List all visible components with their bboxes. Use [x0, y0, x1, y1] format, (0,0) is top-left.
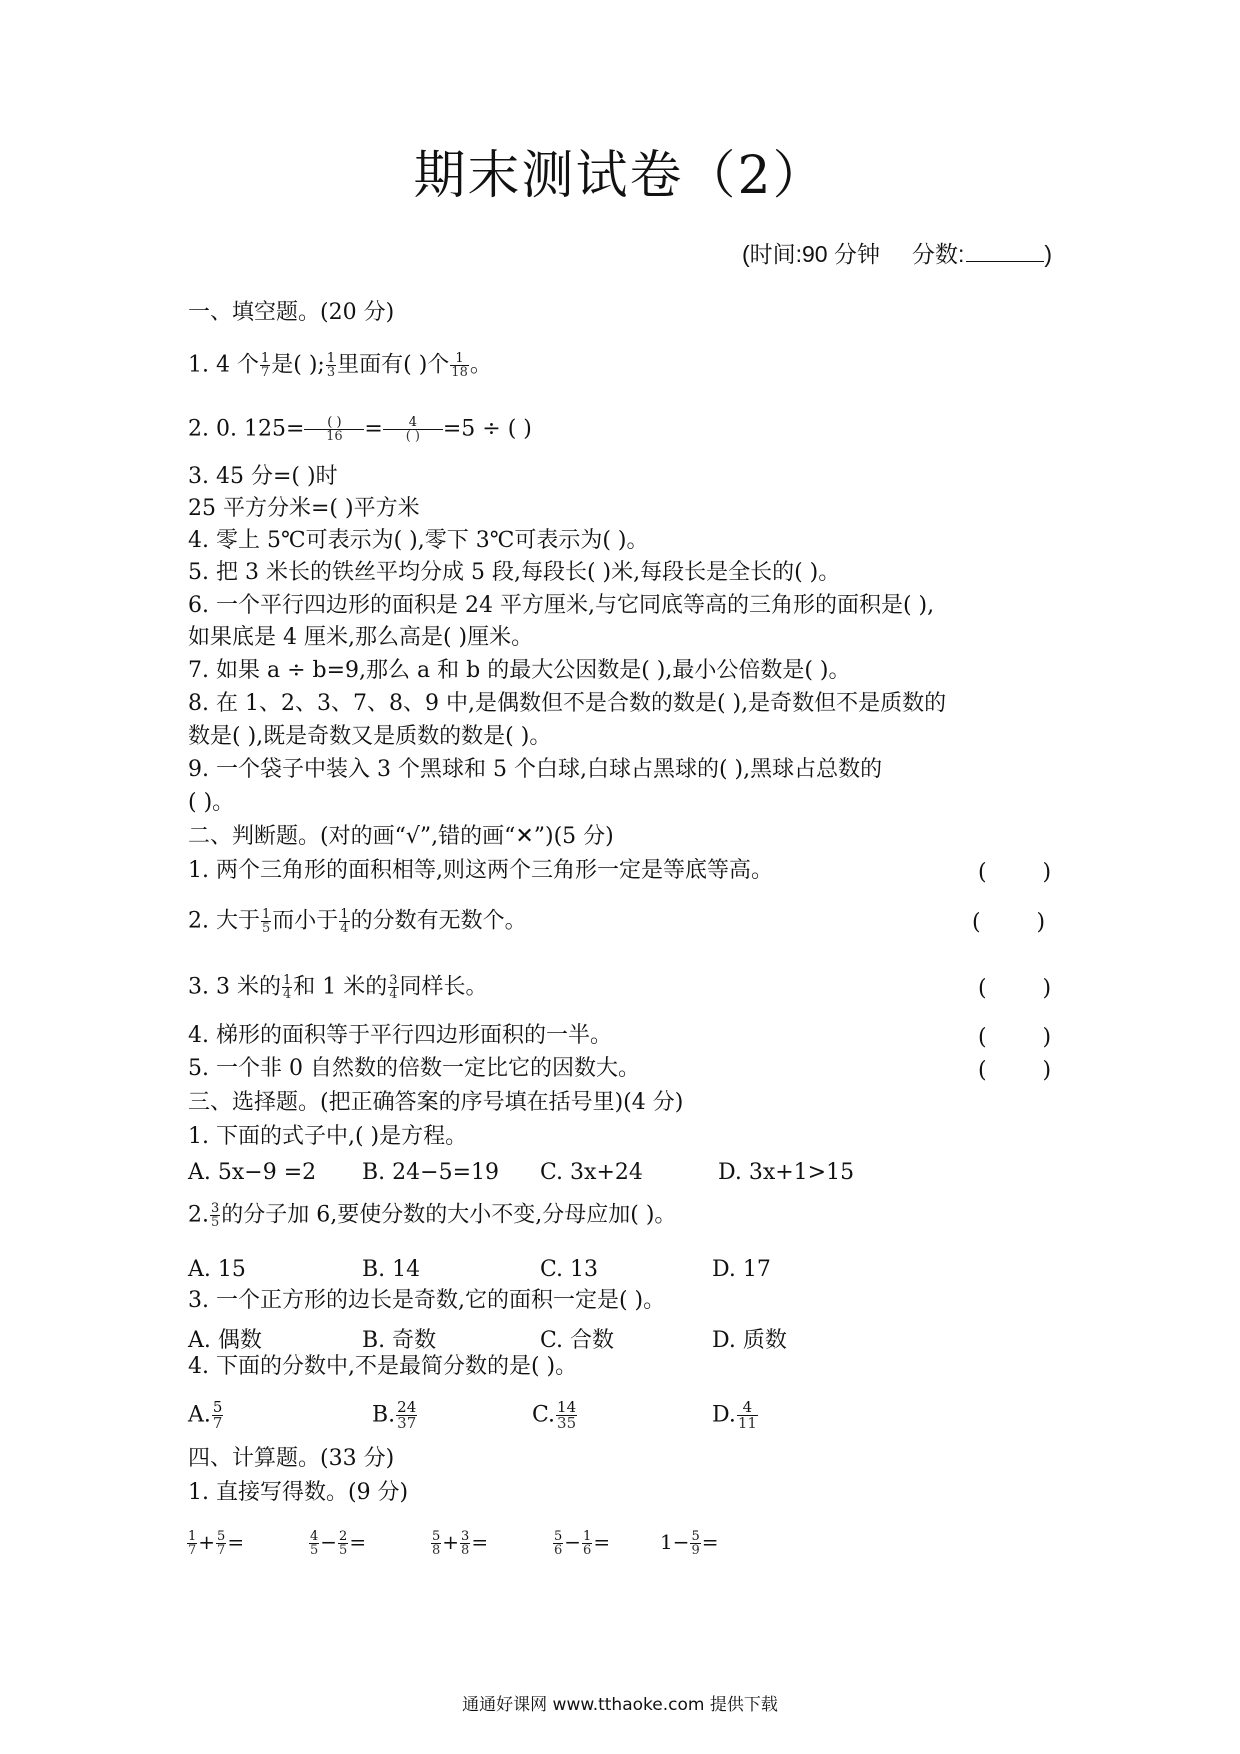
- s2-q5: 5. 一个非 0 自然数的倍数一定比它的因数大。: [188, 1056, 640, 1081]
- numerator: 1: [326, 351, 336, 366]
- s3-q2: [188, 1202, 676, 1229]
- operator: +: [198, 1530, 216, 1554]
- s1-q6a: 6. 一个平行四边形的面积是 24 平方厘米,与它同底等高的三角形的面积是( ),: [188, 593, 935, 618]
- denominator: 9: [691, 1543, 700, 1558]
- denominator: 35: [557, 1414, 577, 1432]
- s2-q2-text-a: 2. 大于: [188, 908, 260, 934]
- fraction: [326, 352, 336, 379]
- denominator: 6: [554, 1543, 563, 1558]
- s1-q3b: 25 平方分米=( )平方米: [188, 496, 420, 521]
- s4-q1: 1. 直接写得数。(9 分): [188, 1480, 409, 1505]
- footer-watermark: 通通好课网 www.tthaoke.com 提供下载: [462, 1695, 778, 1715]
- s3-q2-text-b: 的分子加 6,要使分数的大小不变,分母应加( )。: [221, 1202, 677, 1228]
- s1-q2-text-a: 2. 0. 125=: [188, 416, 305, 442]
- s2-q3-text-b: 和 1 米的: [293, 974, 388, 1000]
- score-blank[interactable]: [966, 243, 1044, 262]
- denominator: 5: [339, 1543, 348, 1558]
- equals: =: [471, 1530, 489, 1554]
- fraction: [450, 352, 469, 379]
- numerator: 5: [217, 1529, 226, 1544]
- option-label: A.: [188, 1402, 211, 1428]
- s3-q3-option-a[interactable]: A. 偶数: [188, 1328, 262, 1353]
- s2-q3: [188, 974, 488, 1001]
- fraction: [338, 1530, 348, 1557]
- s3-q4-option-a[interactable]: [188, 1400, 224, 1431]
- fraction: [431, 1530, 441, 1557]
- s3-q3-option-c[interactable]: C. 合数: [540, 1328, 615, 1353]
- s3-q1-option-c[interactable]: C. 3x+24: [540, 1160, 643, 1185]
- fraction: [309, 1530, 319, 1557]
- numerator: 1: [188, 1529, 197, 1544]
- answer-paren[interactable]: ( ): [972, 910, 1046, 935]
- s1-q1-text-b: 是( );: [271, 352, 325, 378]
- s3-q2-option-c[interactable]: C. 13: [540, 1257, 599, 1282]
- numerator: 3: [211, 1201, 220, 1216]
- s1-q1-text-a: 1. 4 个: [188, 352, 259, 378]
- s3-q4: 4. 下面的分数中,不是最简分数的是( )。: [188, 1354, 578, 1379]
- s2-q1: 1. 两个三角形的面积相等,则这两个三角形一定是等底等高。: [188, 858, 773, 883]
- option-label: B.: [372, 1402, 396, 1428]
- numerator: 1: [583, 1529, 592, 1544]
- answer-paren[interactable]: ( ): [978, 1025, 1052, 1050]
- fraction-blank: [304, 416, 364, 443]
- fraction: [553, 1530, 563, 1557]
- s3-q2-text-a: 2.: [188, 1202, 209, 1228]
- s1-q1-text-c: 里面有( )个: [337, 352, 450, 378]
- numerator: 1: [282, 973, 292, 988]
- section2-title: 二、判断题。(对的画“√”,错的画“✕”)(5 分): [188, 824, 614, 849]
- denominator: 18: [451, 365, 468, 380]
- fraction: [690, 1530, 700, 1557]
- denominator: 4: [340, 921, 349, 936]
- fraction: [282, 974, 292, 1001]
- fraction: [737, 1400, 758, 1431]
- s3-q1-option-b[interactable]: B. 24−5=19: [362, 1160, 500, 1185]
- numerator: 5: [212, 1398, 223, 1416]
- equals: =: [364, 416, 383, 442]
- numerator: 4: [742, 1398, 753, 1416]
- denominator: 8: [461, 1543, 470, 1558]
- numerator: 5: [691, 1529, 700, 1544]
- numerator-blank[interactable]: ( ): [327, 415, 342, 430]
- numerator: 1: [455, 351, 464, 366]
- s1-q5: 5. 把 3 米长的铁丝平均分成 5 段,每段长( )米,每段长是全长的( )。: [188, 560, 841, 585]
- numerator: 5: [554, 1529, 563, 1544]
- equals: =: [701, 1530, 719, 1554]
- s1-q1: [188, 352, 492, 379]
- fraction: [261, 908, 271, 935]
- denominator: 7: [217, 1543, 226, 1558]
- operator: −: [564, 1530, 582, 1554]
- numerator: 2: [339, 1529, 348, 1544]
- s1-q7: 7. 如果 a ÷ b=9,那么 a 和 b 的最大公因数是( ),最小公倍数是( )。: [188, 658, 851, 683]
- whole-number: 1−: [660, 1530, 690, 1554]
- s1-q2: [188, 416, 532, 443]
- s1-q4: 4. 零上 5℃可表示为( ),零下 3℃可表示为( )。: [188, 528, 649, 553]
- s2-q2-text-b: 而小于: [272, 908, 339, 934]
- numerator: 1: [260, 351, 270, 366]
- s3-q3-option-d[interactable]: D. 质数: [712, 1328, 787, 1353]
- fraction: [260, 352, 270, 379]
- numerator: 4: [408, 415, 417, 430]
- section3-title: 三、选择题。(把正确答案的序号填在括号里)(4 分): [188, 1090, 684, 1115]
- s3-q1-option-d[interactable]: D. 3x+1>15: [718, 1160, 855, 1185]
- s3-q3: 3. 一个正方形的边长是奇数,它的面积一定是( )。: [188, 1288, 666, 1313]
- fraction: [556, 1400, 577, 1431]
- s2-q3-text-c: 同样长。: [399, 974, 488, 1000]
- s3-q1: 1. 下面的式子中,( )是方程。: [188, 1124, 468, 1149]
- s3-q3-option-b[interactable]: B. 奇数: [362, 1328, 437, 1353]
- fraction: [187, 1530, 197, 1557]
- calc-item: [552, 1530, 610, 1557]
- denominator: 11: [737, 1414, 757, 1432]
- s2-q2: [188, 908, 527, 935]
- s1-q6b: 如果底是 4 厘米,那么高是( )厘米。: [188, 625, 534, 650]
- answer-paren[interactable]: ( ): [978, 860, 1052, 885]
- numerator: 5: [432, 1529, 441, 1544]
- meta-close: ): [1044, 241, 1052, 267]
- denominator: 7: [188, 1543, 197, 1558]
- option-label: D.: [712, 1402, 736, 1428]
- option-label: C.: [532, 1402, 556, 1428]
- score-label: 分数:: [911, 241, 965, 267]
- s3-q2-option-b[interactable]: B. 14: [362, 1257, 421, 1282]
- s3-q2-option-a[interactable]: A. 15: [188, 1257, 246, 1282]
- s3-q4-option-c[interactable]: [532, 1400, 578, 1431]
- fraction-blank: [383, 416, 443, 443]
- numerator: 3: [389, 973, 398, 988]
- fraction: [582, 1530, 592, 1557]
- fraction: [339, 908, 349, 935]
- numerator: 24: [397, 1398, 417, 1416]
- calc-item: [308, 1530, 366, 1557]
- equals: =: [593, 1530, 611, 1554]
- answer-paren[interactable]: ( ): [978, 1058, 1052, 1083]
- s1-q2-text-b: =5 ÷ ( ): [442, 416, 532, 442]
- s1-q8b: 数是( ),既是奇数又是质数的数是( )。: [188, 724, 552, 749]
- exam-time: (时间:90 分钟: [741, 241, 880, 267]
- numerator: 1: [340, 907, 349, 922]
- operator: −: [320, 1530, 338, 1554]
- calc-item: [430, 1530, 488, 1557]
- s2-q4: 4. 梯形的面积等于平行四边形面积的一半。: [188, 1023, 612, 1048]
- denominator: 7: [212, 1414, 223, 1432]
- denominator: 8: [432, 1543, 441, 1558]
- denominator: 4: [282, 987, 292, 1002]
- s1-q9a: 9. 一个袋子中装入 3 个黑球和 5 个白球,白球占黑球的( ),黑球占总数的: [188, 757, 883, 782]
- s3-q4-option-d[interactable]: [712, 1400, 759, 1431]
- exam-meta: [742, 236, 1052, 269]
- fraction: [388, 974, 398, 1001]
- calc-item: [660, 1530, 719, 1557]
- denominator: 6: [583, 1543, 592, 1558]
- calc-item: [186, 1530, 244, 1557]
- denominator: 16: [304, 429, 364, 443]
- s1-q9b: ( )。: [188, 790, 235, 815]
- denominator-blank[interactable]: ( ): [383, 429, 443, 443]
- numerator: 3: [461, 1529, 470, 1544]
- operator: +: [442, 1530, 460, 1554]
- s3-q2-option-d[interactable]: D. 17: [712, 1257, 771, 1282]
- numerator: 4: [310, 1529, 319, 1544]
- fraction: [212, 1400, 224, 1431]
- answer-paren[interactable]: ( ): [978, 976, 1052, 1001]
- s1-q3a: 3. 45 分=( )时: [188, 464, 338, 489]
- fraction: [210, 1202, 220, 1229]
- denominator: 7: [260, 365, 270, 380]
- fraction: [396, 1400, 417, 1431]
- s1-q1-text-d: 。: [469, 352, 492, 378]
- s3-q4-option-b[interactable]: [372, 1400, 418, 1431]
- numerator: 1: [261, 907, 271, 922]
- denominator: 3: [326, 365, 336, 380]
- numerator: 14: [557, 1398, 577, 1416]
- denominator: 5: [261, 921, 271, 936]
- equals: =: [227, 1530, 245, 1554]
- s1-q8a: 8. 在 1、2、3、7、8、9 中,是偶数但不是合数的数是( ),是奇数但不是质数的: [188, 691, 947, 716]
- fraction: [460, 1530, 470, 1557]
- s2-q3-text-a: 3. 3 米的: [188, 974, 281, 1000]
- s3-q1-option-a[interactable]: A. 5x−9 =2: [188, 1160, 317, 1185]
- page-title: 期末测试卷（2）: [413, 146, 827, 206]
- s2-q2-text-c: 的分数有无数个。: [350, 908, 527, 934]
- denominator: 5: [310, 1543, 319, 1558]
- denominator: 5: [211, 1215, 220, 1230]
- fraction: [216, 1530, 226, 1557]
- section4-title: 四、计算题。(33 分): [188, 1446, 395, 1471]
- section1-title: 一、填空题。(20 分): [188, 300, 395, 325]
- equals: =: [349, 1530, 367, 1554]
- denominator: 4: [389, 987, 398, 1002]
- denominator: 37: [397, 1414, 417, 1432]
